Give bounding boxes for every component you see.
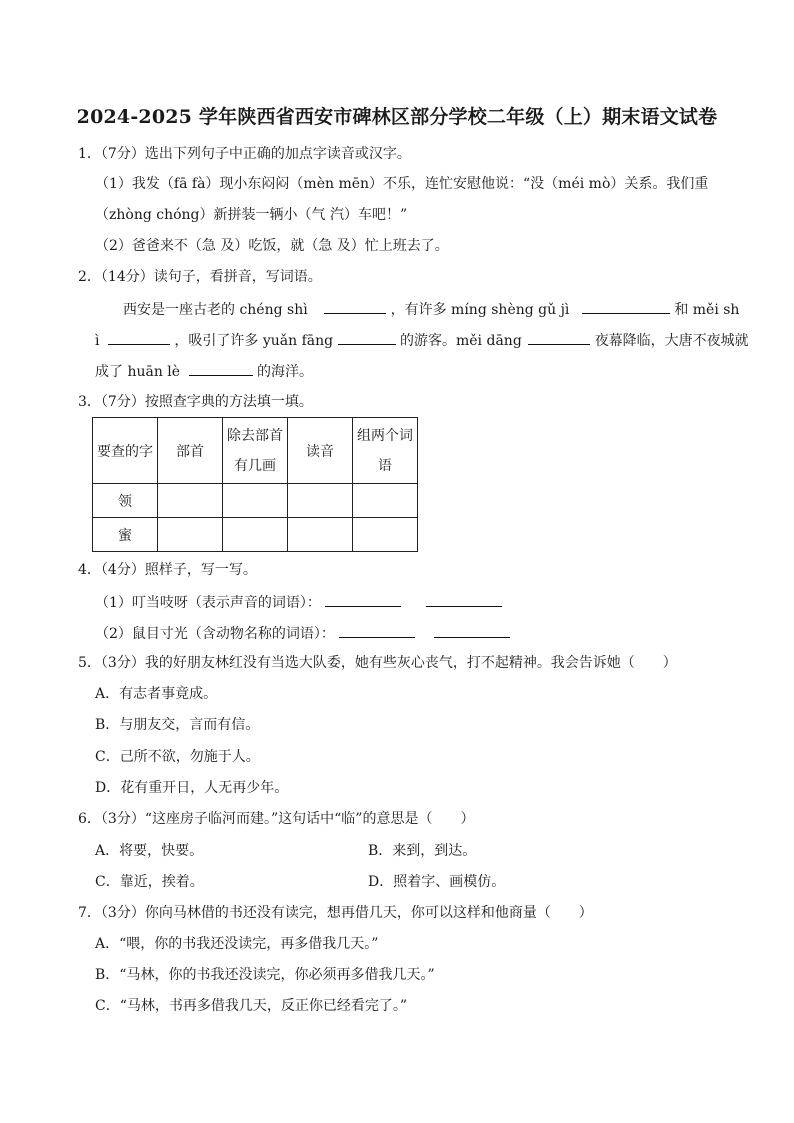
q1-stem: 1．（7分）选出下列句子中正确的加点字读音或汉字。 — [78, 146, 411, 162]
answer-blank[interactable] — [528, 329, 590, 345]
q2-line-1 — [95, 298, 739, 320]
answer-blank[interactable] — [324, 298, 386, 314]
answer-blank[interactable] — [339, 622, 415, 638]
q5-stem: 5．（3分）我的好朋友林红没有当选大队委，她有些灰心丧气，打不起精神。我会告诉她（ ） — [78, 655, 677, 671]
q6-option-a[interactable]: A．将要，快要。 — [95, 843, 204, 859]
q2-text: 的海洋。 — [256, 364, 313, 380]
q2-line-3 — [95, 360, 313, 382]
q5-option-c[interactable]: C．己所不欲，勿施于人。 — [95, 749, 260, 765]
q2-text: ，吸引了许多 yuǎn fāng — [174, 333, 334, 349]
q4-stem: 4．（4分）照样子，写一写。 — [78, 562, 257, 578]
q1-line-1: （1）我发（fā fà）现小东闷闷（mèn mēn）不乐，连忙安慰他说：“没（méi mò）关系。我们重 — [95, 176, 709, 192]
q2-text: 的游客。měi dāng — [400, 333, 522, 349]
q2-text: 西安是一座古老的 chéng shì — [123, 302, 308, 318]
q6-stem: 6．（3分）“这座房子临河而建。”这句话中“临”的意思是（ ） — [78, 811, 475, 827]
table-cell-input[interactable] — [223, 484, 288, 518]
table-header: 读音 — [288, 418, 353, 484]
table-cell-char: 蜜 — [93, 518, 158, 552]
q3-stem: 3．（7分）按照查字典的方法填一填。 — [78, 394, 313, 410]
table-header: 部首 — [158, 418, 223, 484]
q7-stem: 7．（3分）你向马林借的书还没有读完，想再借几天，你可以这样和他商量（ ） — [78, 905, 593, 921]
q2-text: 成了 huān lè — [95, 364, 181, 380]
table-cell-input[interactable] — [353, 484, 418, 518]
table-header: 组两个词语 — [353, 418, 418, 484]
dictionary-table — [92, 417, 418, 552]
q4-line-2 — [95, 622, 510, 644]
table-header: 要查的字 — [93, 418, 158, 484]
q5-option-b[interactable]: B．与朋友交，言而有信。 — [95, 717, 260, 733]
table-cell-input[interactable] — [158, 484, 223, 518]
q4-line-1 — [95, 591, 502, 613]
answer-blank[interactable] — [325, 591, 401, 607]
q7-option-b[interactable]: B．“马林，你的书我还没读完，你必须再多借我几天。” — [95, 967, 435, 983]
q2-text: 夜幕降临，大唐不夜城就 — [594, 333, 749, 349]
q6-option-b[interactable]: B．来到，到达。 — [368, 843, 477, 859]
answer-blank[interactable] — [338, 329, 396, 345]
q5-option-a[interactable]: A．有志者事竟成。 — [95, 686, 218, 702]
q6-option-d[interactable]: D．照着字、画模仿。 — [368, 874, 506, 890]
q4-text: （1）叮当吱呀（表示声音的词语）： — [95, 595, 321, 611]
table-cell-char: 领 — [93, 484, 158, 518]
answer-blank[interactable] — [582, 298, 670, 314]
q1-line-2: （zhòng chóng）新拼装一辆小（气 汽）车吧！” — [95, 207, 408, 223]
table-cell-input[interactable] — [158, 518, 223, 552]
q1-line-3: （2）爸爸来不（急 及）吃饭，就（急 及）忙上班去了。 — [95, 238, 449, 254]
answer-blank[interactable] — [189, 360, 253, 376]
q2-line-2 — [95, 329, 749, 351]
q2-text: 和 měi sh — [674, 302, 740, 318]
q5-option-d[interactable]: D．花有重开日，人无再少年。 — [95, 780, 289, 796]
table-cell-input[interactable] — [288, 484, 353, 518]
answer-blank[interactable] — [426, 591, 502, 607]
q2-stem: 2．（14分）读句子，看拼音，写词语。 — [78, 269, 322, 285]
q6-option-c[interactable]: C．靠近，挨着。 — [95, 874, 204, 890]
table-cell-input[interactable] — [223, 518, 288, 552]
table-cell-input[interactable] — [288, 518, 353, 552]
exam-title: 2024-2025 学年陕西省西安市碑林区部分学校二年级（上）期末语文试卷 — [76, 106, 718, 128]
answer-blank[interactable] — [434, 622, 510, 638]
q7-option-c[interactable]: C．“马林，书再多借我几天，反正你已经看完了。” — [95, 998, 408, 1014]
table-cell-input[interactable] — [353, 518, 418, 552]
q2-text: ，有许多 míng shèng gǔ jì — [390, 302, 570, 318]
table-header: 除去部首有几画 — [223, 418, 288, 484]
q4-text: （2）鼠目寸光（含动物名称的词语）： — [95, 626, 335, 642]
q2-text: ì — [95, 333, 100, 349]
q7-option-a[interactable]: A．“喂，你的书我还没读完，再多借我几天。” — [95, 936, 379, 952]
answer-blank[interactable] — [108, 329, 170, 345]
